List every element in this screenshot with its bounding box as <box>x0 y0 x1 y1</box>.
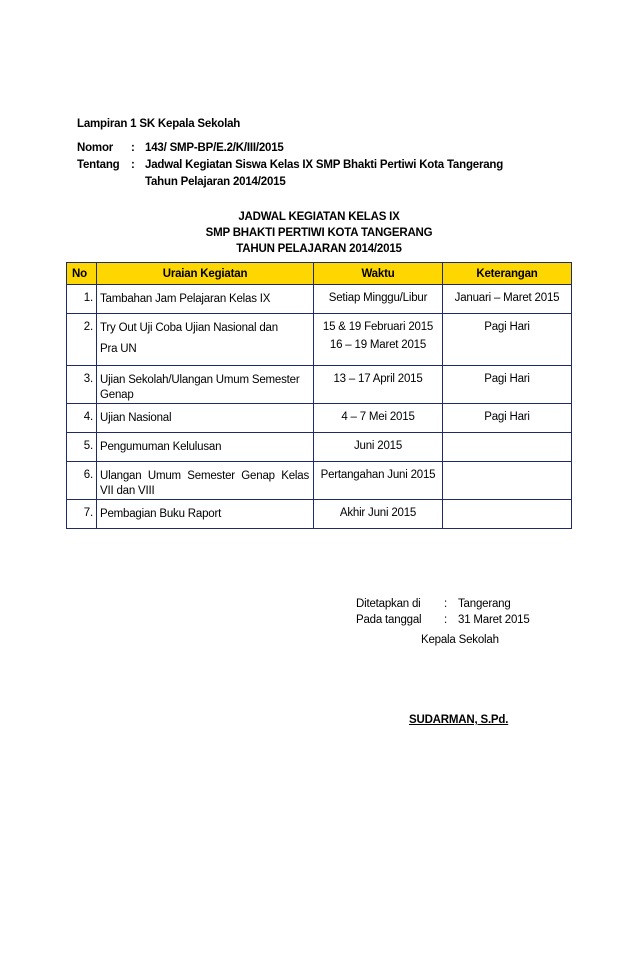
table-row <box>67 433 572 462</box>
table-row <box>67 500 572 529</box>
table-row <box>67 285 572 314</box>
tahun-pelajaran-line: Tahun Pelajaran 2014/2015 <box>145 176 286 188</box>
schedule-table <box>66 262 572 529</box>
nomor-value: 143/ SMP-BP/E.2/K/III/2015 <box>145 142 284 154</box>
signer-position: Kepala Sekolah <box>421 634 499 646</box>
title-line-3: TAHUN PELAJARAN 2014/2015 <box>236 243 402 255</box>
cell-uraian: Ujian Nasional <box>97 404 314 433</box>
cell-no: 1. <box>67 285 97 314</box>
table-row <box>67 366 572 404</box>
cell-waktu: 4 – 7 Mei 2015 <box>314 404 443 433</box>
column-header-waktu: Waktu <box>314 263 443 285</box>
cell-waktu: Juni 2015 <box>314 433 443 462</box>
document-title <box>0 209 638 257</box>
nomor-label: Nomor <box>77 142 114 154</box>
column-header-keterangan: Keterangan <box>443 263 572 285</box>
table-header-row <box>67 263 572 285</box>
cell-uraian: Ulangan Umum Semester Genap Kelas VII dan VIII <box>97 462 314 500</box>
cell-no: 4. <box>67 404 97 433</box>
tentang-label: Tentang <box>77 159 120 171</box>
cell-uraian: Pengumuman Kelulusan <box>97 433 314 462</box>
tanggal-label: Pada tanggal <box>356 614 422 626</box>
tentang-value: Jadwal Kegiatan Siswa Kelas IX SMP Bhakti Pertiwi Kota Tangerang <box>145 159 504 171</box>
tanggal-colon: : <box>444 614 447 626</box>
cell-uraian: Ujian Sekolah/Ulangan Umum Semester Genap <box>97 366 314 404</box>
cell-uraian-line-2: Pra UN <box>100 343 137 355</box>
cell-keterangan: Pagi Hari <box>443 366 572 404</box>
cell-no: 6. <box>67 462 97 500</box>
cell-no: 5. <box>67 433 97 462</box>
cell-waktu: 13 – 17 April 2015 <box>314 366 443 404</box>
cell-waktu: Akhir Juni 2015 <box>314 500 443 529</box>
cell-keterangan <box>443 500 572 529</box>
cell-uraian: Pembagian Buku Raport <box>97 500 314 529</box>
cell-keterangan <box>443 433 572 462</box>
table-row <box>67 462 572 500</box>
column-header-no: No <box>67 263 97 285</box>
table-row <box>67 404 572 433</box>
nomor-colon: : <box>131 142 135 154</box>
title-line-1: JADWAL KEGIATAN KELAS IX <box>238 211 400 223</box>
ditetapkan-label: Ditetapkan di <box>356 598 421 610</box>
cell-no: 2. <box>67 314 97 366</box>
ditetapkan-value: Tangerang <box>458 598 511 610</box>
cell-no: 7. <box>67 500 97 529</box>
cell-no: 3. <box>67 366 97 404</box>
cell-waktu-line-2: 16 – 19 Maret 2015 <box>329 339 427 351</box>
cell-uraian-line-1: Try Out Uji Coba Ujian Nasional dan <box>100 322 278 334</box>
cell-waktu-line-1: 15 & 19 Februari 2015 <box>322 321 434 333</box>
cell-uraian: Tambahan Jam Pelajaran Kelas IX <box>97 285 314 314</box>
cell-keterangan: Pagi Hari <box>443 404 572 433</box>
cell-uraian <box>97 314 314 366</box>
title-line-2: SMP BHAKTI PERTIWI KOTA TANGERANG <box>205 227 433 239</box>
cell-waktu <box>314 314 443 366</box>
table-row <box>67 314 572 366</box>
cell-keterangan <box>443 462 572 500</box>
lampiran-heading: Lampiran 1 SK Kepala Sekolah <box>77 118 241 130</box>
tanggal-value: 31 Maret 2015 <box>458 614 530 626</box>
cell-keterangan: Januari – Maret 2015 <box>443 285 572 314</box>
column-header-uraian: Uraian Kegiatan <box>97 263 314 285</box>
cell-keterangan: Pagi Hari <box>443 314 572 366</box>
cell-waktu: Pertangahan Juni 2015 <box>314 462 443 500</box>
tentang-colon: : <box>131 159 135 171</box>
signer-name: SUDARMAN, S.Pd. <box>409 714 509 726</box>
ditetapkan-colon: : <box>444 598 447 610</box>
cell-waktu: Setiap Minggu/Libur <box>314 285 443 314</box>
